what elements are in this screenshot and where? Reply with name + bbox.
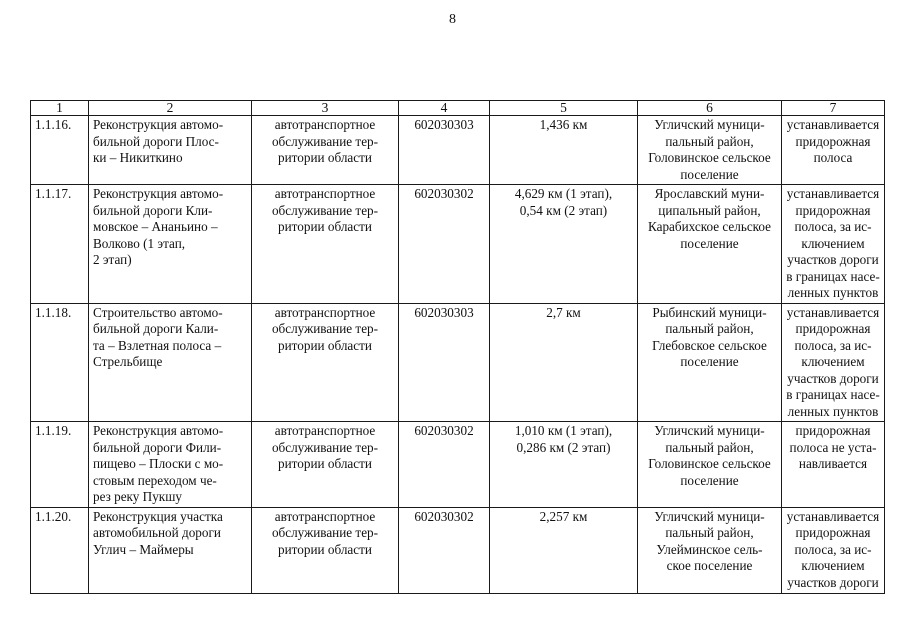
roadside-zone: устанавливается придорожная полоса [782, 116, 885, 185]
project-location: Ярославский муни- ципальный район, Карабихское сельское поселение [638, 185, 782, 304]
road-projects-table [30, 100, 885, 594]
project-length: 1,436 км [490, 116, 638, 185]
project-location: Угличский муници- пальный район, Улейминское сель- ское поселение [638, 507, 782, 593]
project-purpose: автотранспортное обслуживание тер- ритории области [252, 422, 399, 508]
table-row [31, 507, 885, 593]
column-header-1: 1 [31, 101, 89, 116]
project-code: 602030303 [399, 116, 490, 185]
project-length: 4,629 км (1 этап), 0,54 км (2 этап) [490, 185, 638, 304]
project-code: 602030302 [399, 185, 490, 304]
project-length: 2,257 км [490, 507, 638, 593]
column-header-4: 4 [399, 101, 490, 116]
header-row [31, 101, 885, 116]
project-purpose: автотранспортное обслуживание тер- ритории области [252, 116, 399, 185]
column-header-7: 7 [782, 101, 885, 116]
row-number: 1.1.17. [31, 185, 89, 304]
project-code: 602030303 [399, 303, 490, 422]
row-number: 1.1.18. [31, 303, 89, 422]
roadside-zone: придорожная полоса не уста- навливается [782, 422, 885, 508]
project-name: Реконструкция автомо- бильной дороги Кли- мовское – Ананьино – Волково (1 этап, 2 этап) [89, 185, 252, 304]
project-location: Угличский муници- пальный район, Головинское сельское поселение [638, 116, 782, 185]
table-row [31, 303, 885, 422]
project-name: Реконструкция автомо- бильной дороги Плос- ки – Никиткино [89, 116, 252, 185]
project-location: Рыбинский муници- пальный район, Глебовское сельское поселение [638, 303, 782, 422]
project-code: 602030302 [399, 507, 490, 593]
project-length: 2,7 км [490, 303, 638, 422]
column-header-5: 5 [490, 101, 638, 116]
project-location: Угличский муници- пальный район, Головинское сельское поселение [638, 422, 782, 508]
roadside-zone: устанавливается придорожная полоса, за ис- ключением участков дороги в границах насе- ленных пунктов [782, 185, 885, 304]
row-number: 1.1.16. [31, 116, 89, 185]
row-number: 1.1.19. [31, 422, 89, 508]
column-header-2: 2 [89, 101, 252, 116]
project-name: Реконструкция участка автомобильной дороги Углич – Маймеры [89, 507, 252, 593]
column-header-3: 3 [252, 101, 399, 116]
roadside-zone: устанавливается придорожная полоса, за ис- ключением участков дороги [782, 507, 885, 593]
project-purpose: автотранспортное обслуживание тер- ритории области [252, 185, 399, 304]
project-name: Строительство автомо- бильной дороги Кали- та – Взлетная полоса – Стрельбище [89, 303, 252, 422]
row-number: 1.1.20. [31, 507, 89, 593]
table-row [31, 185, 885, 304]
column-header-6: 6 [638, 101, 782, 116]
table-row [31, 116, 885, 185]
project-purpose: автотранспортное обслуживание тер- ритории области [252, 507, 399, 593]
page-number: 8 [449, 12, 456, 27]
project-length: 1,010 км (1 этап), 0,286 км (2 этап) [490, 422, 638, 508]
project-name: Реконструкция автомо- бильной дороги Фили- пищево – Плоски с мо- стовым переходом че- рез реку Пукшу [89, 422, 252, 508]
project-code: 602030302 [399, 422, 490, 508]
table-row [31, 422, 885, 508]
project-purpose: автотранспортное обслуживание тер- ритории области [252, 303, 399, 422]
roadside-zone: устанавливается придорожная полоса, за ис- ключением участков дороги в границах насе- ленных пунктов [782, 303, 885, 422]
